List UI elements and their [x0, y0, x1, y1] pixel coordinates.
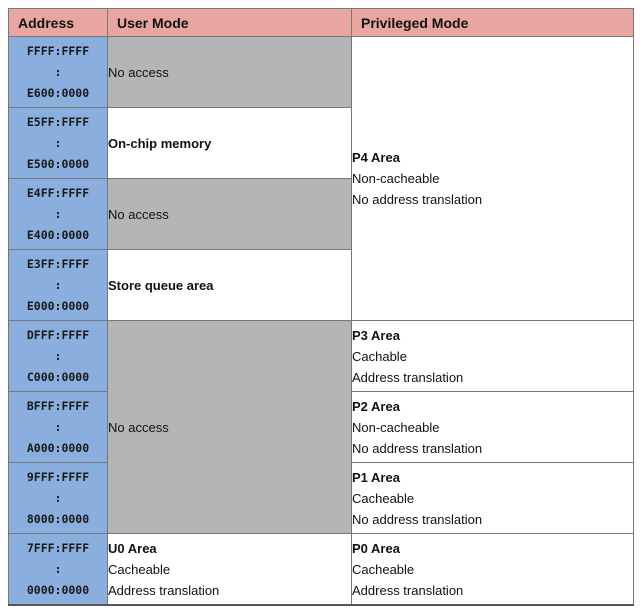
p1-translation: No address translation — [352, 511, 483, 527]
p1-title: P1 Area — [352, 469, 400, 485]
header-row — [9, 9, 634, 37]
address-high: 7FFF:FFFF — [26, 540, 90, 555]
address-separator: : — [54, 561, 62, 576]
address-separator: : — [54, 490, 62, 505]
address-low: A000:0000 — [26, 440, 90, 455]
address-high: FFFF:FFFF — [26, 43, 90, 58]
u0-translation: Address translation — [108, 582, 220, 598]
u0-cache: Cacheable — [108, 561, 171, 577]
address-cell — [9, 108, 108, 179]
priv-cell-p1 — [352, 463, 634, 534]
address-cell — [9, 392, 108, 463]
address-high: DFFF:FFFF — [26, 327, 90, 342]
p0-title: P0 Area — [352, 540, 400, 556]
address-separator: : — [54, 64, 62, 79]
address-low: 8000:0000 — [26, 511, 90, 526]
address-separator: : — [54, 206, 62, 221]
p0-translation: Address translation — [352, 582, 464, 598]
address-cell — [9, 321, 108, 392]
p4-title: P4 Area — [352, 150, 400, 165]
address-low: E600:0000 — [26, 85, 90, 100]
address-cell — [9, 179, 108, 250]
p3-cache: Cachable — [352, 348, 407, 364]
address-low: C000:0000 — [26, 369, 90, 384]
address-cell — [9, 37, 108, 108]
address-high: E5FF:FFFF — [26, 114, 90, 129]
p2-title: P2 Area — [352, 398, 400, 414]
address-low: E500:0000 — [26, 156, 90, 171]
address-low: E400:0000 — [26, 227, 90, 242]
p2-translation: No address translation — [352, 440, 483, 456]
header-user-mode: User Mode — [108, 9, 352, 37]
address-cell — [9, 250, 108, 321]
header-address: Address — [9, 9, 108, 37]
priv-cell-p2 — [352, 392, 634, 463]
address-cell — [9, 463, 108, 534]
user-cell-u0 — [108, 534, 352, 606]
address-separator: : — [54, 348, 62, 363]
user-cell-no-access: No access — [108, 179, 352, 250]
address-high: BFFF:FFFF — [26, 398, 90, 413]
address-high: E3FF:FFFF — [26, 256, 90, 271]
priv-cell-p0 — [352, 534, 634, 606]
p4-translation: No address translation — [352, 192, 483, 207]
p1-cache: Cacheable — [352, 490, 415, 506]
table-row — [9, 534, 634, 606]
p0-cache: Cacheable — [352, 561, 415, 577]
address-low: 0000:0000 — [26, 582, 90, 597]
user-cell-no-access-merged: No access — [108, 321, 352, 534]
p4-cache: Non-cacheable — [352, 171, 440, 186]
u0-title: U0 Area — [108, 540, 157, 556]
priv-cell-p3 — [352, 321, 634, 392]
address-cell — [9, 534, 108, 606]
address-separator: : — [54, 419, 62, 434]
table-row — [9, 37, 634, 108]
p3-translation: Address translation — [352, 369, 464, 385]
p3-title: P3 Area — [352, 327, 400, 343]
table-row — [9, 321, 634, 392]
user-cell-no-access: No access — [108, 37, 352, 108]
user-cell-store-queue: Store queue area — [108, 250, 352, 321]
address-low: E000:0000 — [26, 298, 90, 313]
priv-cell-p4 — [352, 37, 634, 321]
address-separator: : — [54, 135, 62, 150]
address-high: 9FFF:FFFF — [26, 469, 90, 484]
user-cell-on-chip-memory: On-chip memory — [108, 108, 352, 179]
address-high: E4FF:FFFF — [26, 185, 90, 200]
address-separator: : — [54, 277, 62, 292]
p2-cache: Non-cacheable — [352, 419, 440, 435]
memory-map-table — [8, 8, 634, 606]
header-privileged-mode: Privileged Mode — [352, 9, 634, 37]
